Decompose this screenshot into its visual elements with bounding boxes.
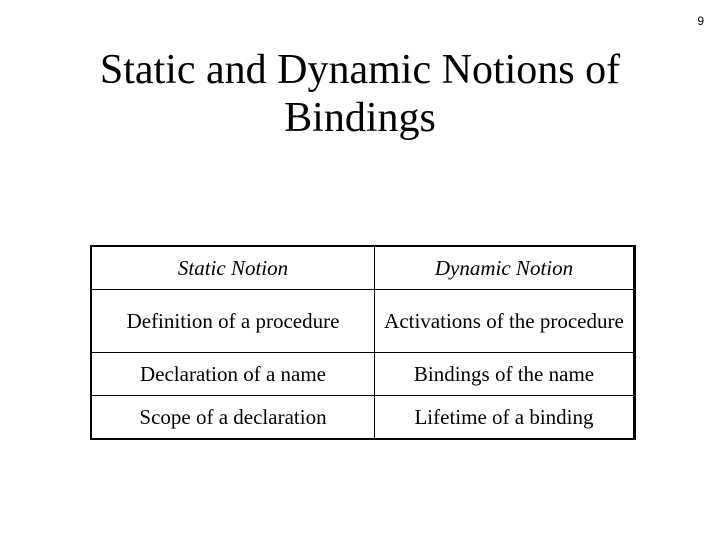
notions-table (90, 245, 636, 440)
table-row (91, 353, 635, 396)
static-notion-cell: Scope of a declaration (91, 396, 375, 440)
dynamic-notion-cell: Bindings of the name (375, 353, 635, 396)
table-row (91, 396, 635, 440)
page-number: 9 (697, 14, 704, 28)
static-notion-cell: Definition of a procedure (91, 290, 375, 353)
dynamic-notion-cell: Activations of the procedure (375, 290, 635, 353)
table-row (91, 290, 635, 353)
header-dynamic-notion: Dynamic Notion (375, 246, 635, 290)
slide-title-line-1: Static and Dynamic Notions of (99, 47, 621, 93)
static-notion-cell: Declaration of a name (91, 353, 375, 396)
dynamic-notion-cell: Lifetime of a binding (375, 396, 635, 440)
table-header-row (91, 246, 635, 290)
header-static-notion: Static Notion (91, 246, 375, 290)
slide-title (40, 46, 680, 142)
slide-title-line-2: Bindings (284, 95, 436, 141)
